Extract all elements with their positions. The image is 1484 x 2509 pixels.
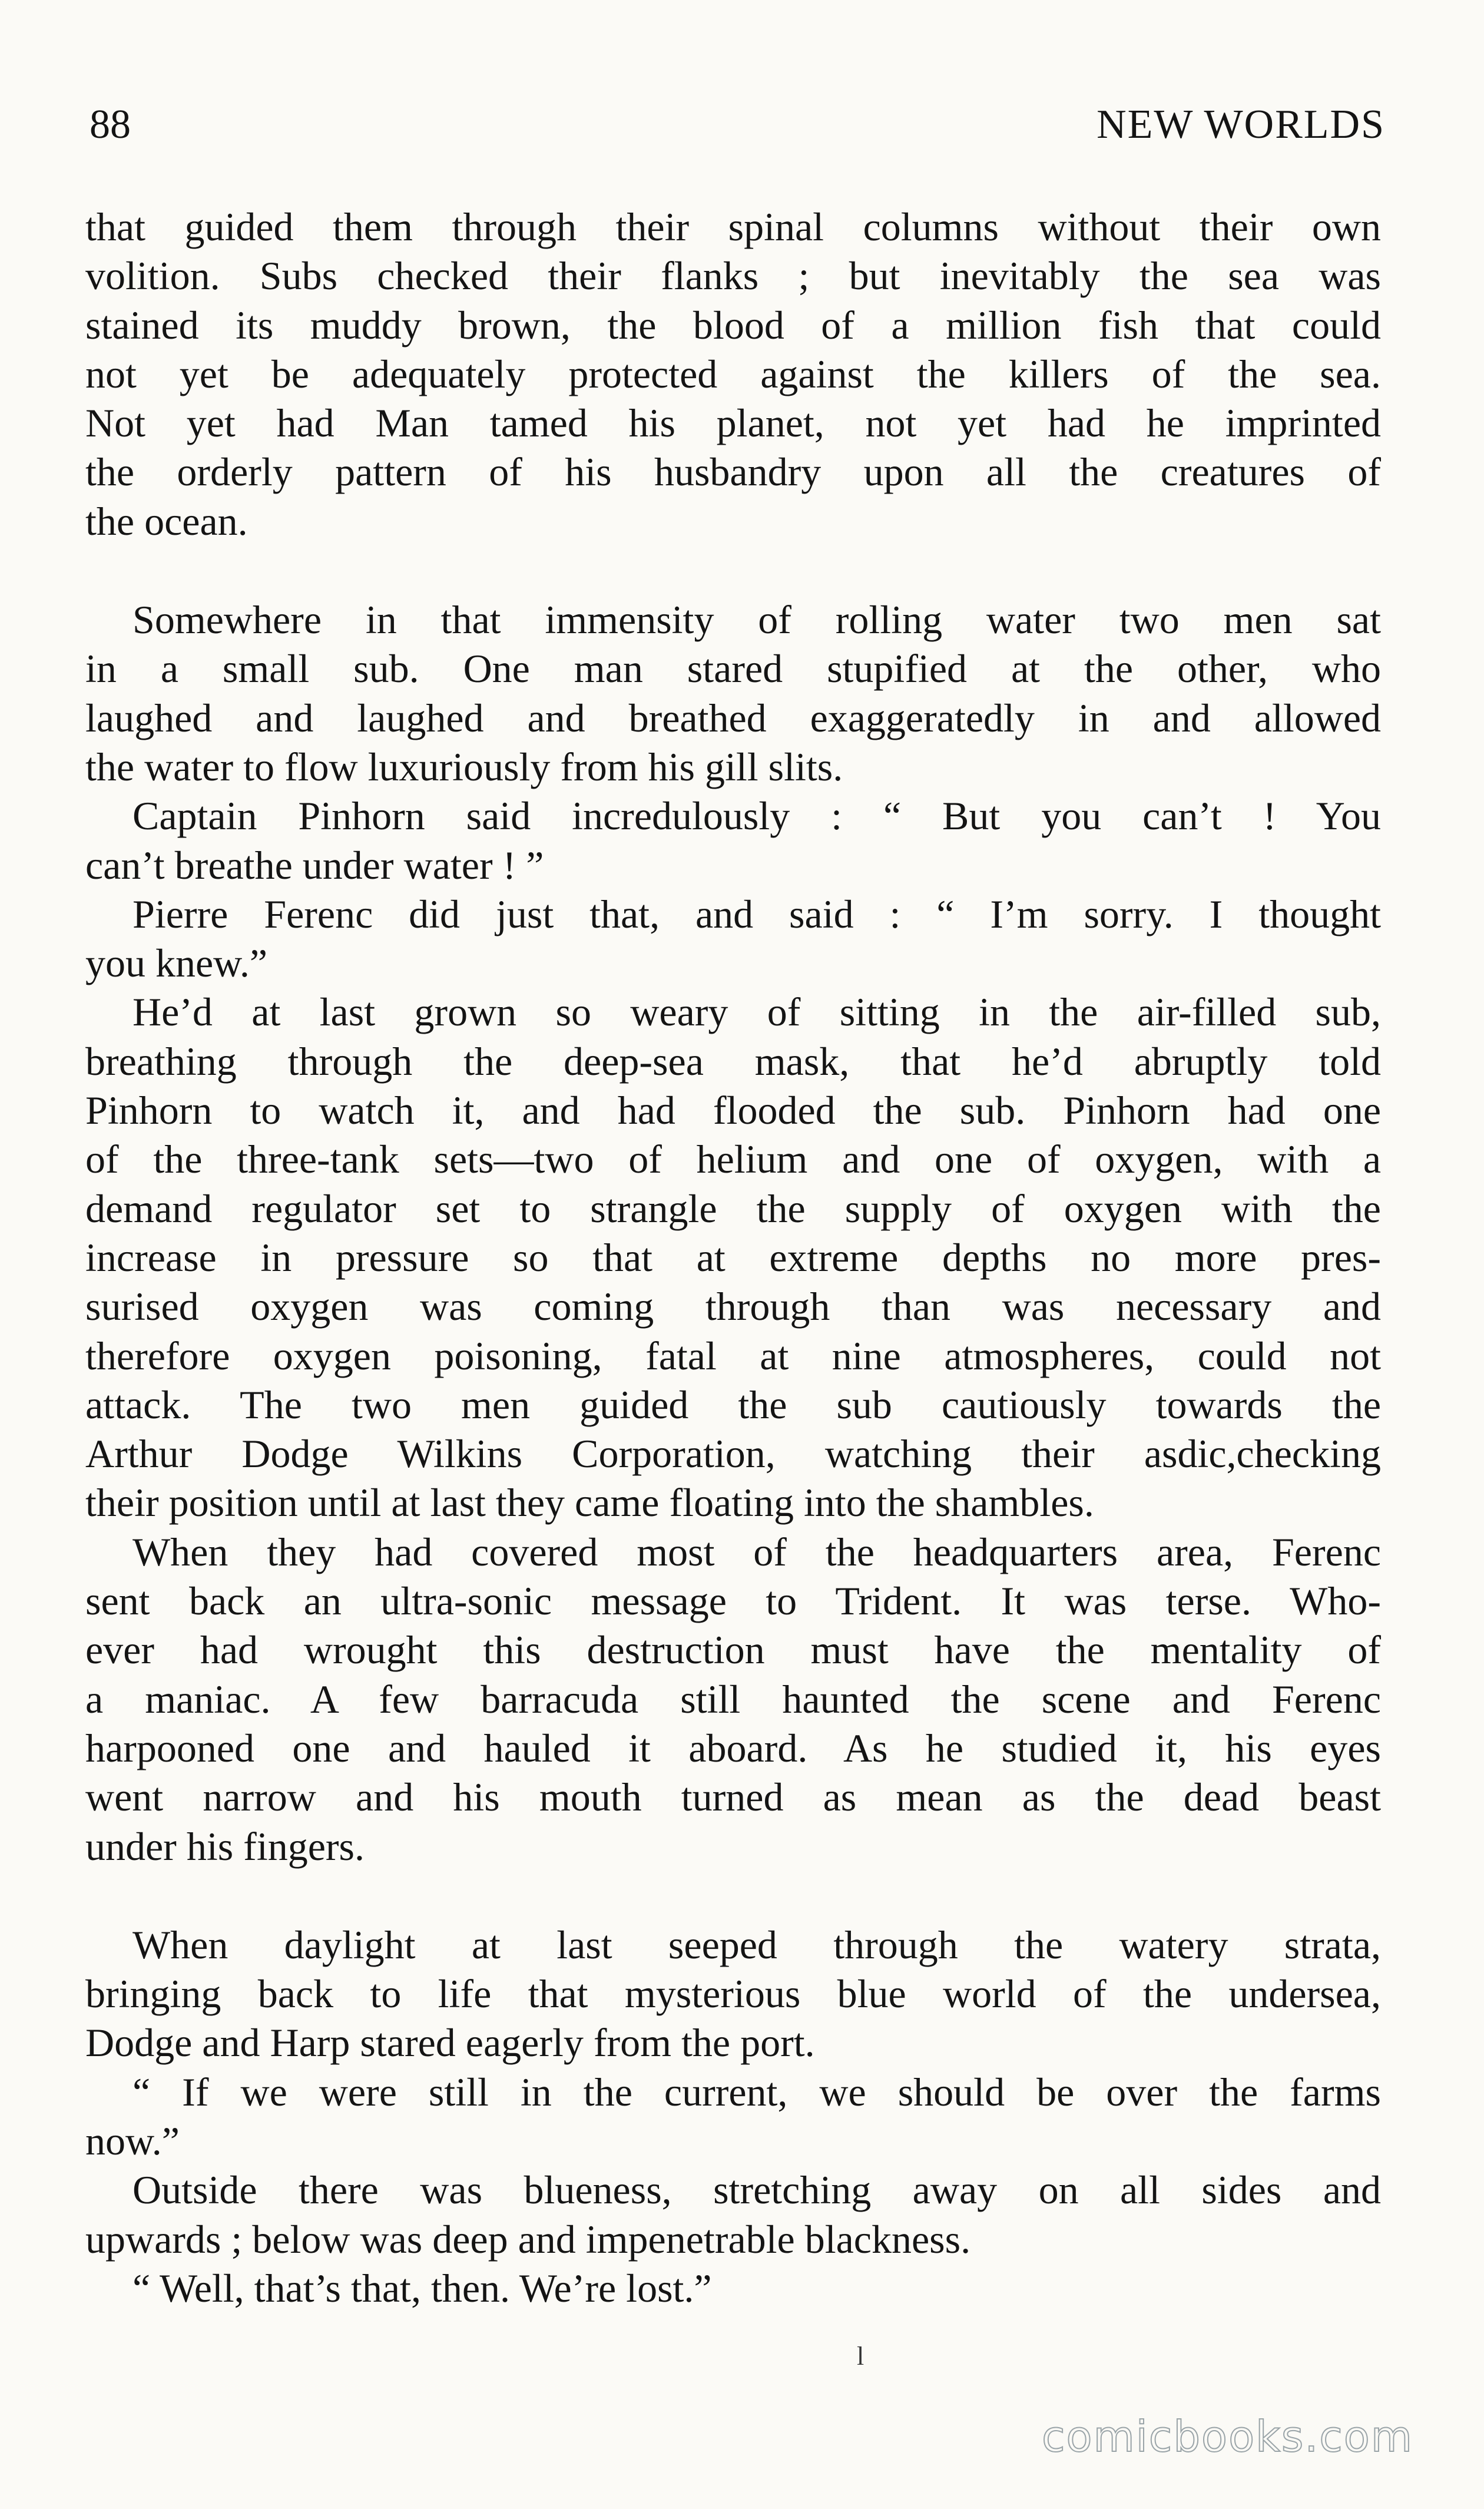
text-line: went narrow and his mouth turned as mean as the dead beast (85, 1775, 1381, 1820)
text-line: ever had wrought this destruction must have the mentality of (85, 1627, 1381, 1673)
text-line: in a small sub. One man stared stupified at the other, who (85, 646, 1381, 691)
text-line: the water to flow luxuriously from his gill slits. (85, 744, 843, 789)
text-line: Captain Pinhorn said incredulously : “ But you can’t ! You (132, 793, 1381, 839)
folio-mark: l (857, 2342, 864, 2371)
text-line: “ If we were still in the current, we should be over the farms (132, 2069, 1381, 2114)
page-number: 88 (90, 102, 131, 147)
text-line: Pierre Ferenc did just that, and said : “ I’m sorry. I thought (132, 891, 1381, 936)
paragraph (85, 2068, 1381, 2166)
text-line: Somewhere in that immensity of rolling water two men sat (132, 597, 1381, 643)
text-line: you knew.” (85, 941, 268, 986)
text-line: breathing through the deep-sea mask, that he’d abruptly told (85, 1038, 1381, 1084)
paragraph (85, 1921, 1381, 2068)
text-line: Pinhorn to watch it, and had flooded the sub. Pinhorn had one (85, 1088, 1381, 1133)
text-line: surised oxygen was coming through than was necessary and (85, 1284, 1381, 1329)
text-line: sent back an ultra-sonic message to Trident. It was terse. Who- (85, 1578, 1381, 1624)
text-line: stained its muddy brown, the blood of a million fish that could (85, 302, 1381, 347)
text-line: attack. The two men guided the sub cautiously towards the (85, 1382, 1381, 1427)
section-break (85, 1871, 1381, 1921)
text-line: now.” (85, 2118, 180, 2163)
text-line: Not yet had Man tamed his planet, not yet had he imprinted (85, 400, 1381, 446)
running-head: NEW WORLDS (1097, 102, 1385, 147)
text-line: under his fingers. (85, 1823, 365, 1869)
paragraph (85, 792, 1381, 890)
paragraph (85, 890, 1381, 988)
text-line: He’d at last grown so weary of sitting in the air-filled sub, (132, 989, 1381, 1035)
text-line: of the three-tank sets—two of helium and one of oxygen, with a (85, 1137, 1381, 1182)
text-line: a maniac. A few barracuda still haunted the scene and Ferenc (85, 1676, 1381, 1722)
text-line: therefore oxygen poisoning, fatal at nine atmospheres, could not (85, 1333, 1381, 1378)
text-line: the orderly pattern of his husbandry upon all the creatures of (85, 449, 1381, 495)
text-line: their position until at last they came floating into the shambles. (85, 1480, 1094, 1525)
text-line: demand regulator set to strangle the supply of oxygen with the (85, 1186, 1381, 1231)
page-header (90, 101, 1385, 148)
text-line: the ocean. (85, 498, 248, 544)
text-line: Outside there was blueness, stretching away on all sides and (132, 2167, 1381, 2213)
text-line: Arthur Dodge Wilkins Corporation, watching their asdic,checking (85, 1431, 1381, 1477)
text-line: “ Well, that’s that, then. We’re lost.” (132, 2265, 712, 2311)
text-line: volition. Subs checked their flanks ; but inevitably the sea was (85, 253, 1381, 299)
text-line: When daylight at last seeped through the watery strata, (132, 1922, 1381, 1967)
text-line: bringing back to life that mysterious blue world of the undersea, (85, 1971, 1381, 2017)
text-line: Dodge and Harp stared eagerly from the port. (85, 2020, 815, 2066)
text-line: When they had covered most of the headquarters area, Ferenc (132, 1529, 1381, 1574)
text-line: upwards ; below was deep and impenetrable blackness. (85, 2216, 971, 2262)
text-line: can’t breathe under water ! ” (85, 842, 544, 888)
text-line: not yet be adequately protected against the killers of the sea. (85, 351, 1381, 396)
watermark: comicbooks.com (1041, 2412, 1413, 2461)
paragraph (85, 1528, 1381, 1871)
section-break (85, 546, 1381, 595)
paragraph (85, 988, 1381, 1527)
text-line: that guided them through their spinal columns without their own (85, 204, 1381, 249)
paragraph (85, 595, 1381, 792)
paragraph (85, 2264, 1381, 2313)
paragraph (85, 2166, 1381, 2264)
text-line: harpooned one and hauled it aboard. As he studied it, his eyes (85, 1725, 1381, 1770)
paragraph (85, 203, 1381, 546)
body-text (85, 203, 1381, 2313)
text-line: increase in pressure so that at extreme depths no more pres- (85, 1234, 1381, 1280)
text-line: laughed and laughed and breathed exaggeratedly in and allowed (85, 695, 1381, 740)
